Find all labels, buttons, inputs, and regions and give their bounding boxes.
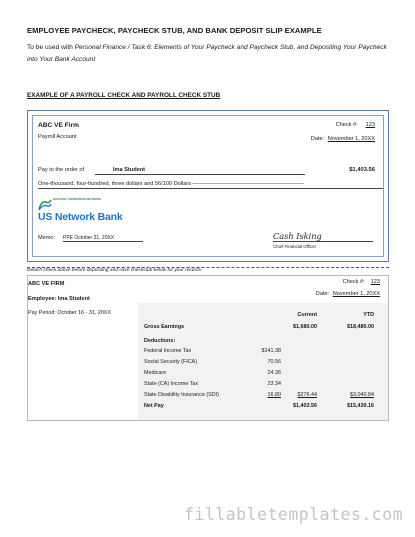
net-pay-current: $1,403.56 xyxy=(293,403,317,409)
check-inner-border xyxy=(32,115,384,257)
stub-firm-name: ABC VE FIRM xyxy=(28,281,65,287)
check-date-label: Date: xyxy=(310,136,325,142)
column-header-current: Current xyxy=(297,312,317,318)
deduction-label: Federal Income Tax xyxy=(144,348,192,354)
section-title: EXAMPLE OF A PAYROLL CHECK AND PAYROLL CHECK STUB xyxy=(27,92,221,99)
deduction-amount: $141.38 xyxy=(261,348,281,354)
amount-words-line xyxy=(38,188,383,189)
intro-prefix: To be used with xyxy=(27,44,75,51)
deduction-label: State (CA) Income Tax xyxy=(144,381,199,387)
payee-name: Ima Student xyxy=(113,167,146,173)
stub-pay-period: Pay Period: October 16 - 31, 20XX xyxy=(28,310,112,316)
gross-earnings-label: Gross Earnings xyxy=(144,324,185,330)
payroll-check xyxy=(27,110,389,262)
stub-date xyxy=(316,291,380,297)
stub-check-number xyxy=(343,279,380,285)
net-pay-label: Net Pay xyxy=(144,403,164,409)
deductions-label: Deductions: xyxy=(144,338,176,344)
stub-employee: Employee: Ima Student xyxy=(28,296,90,302)
signer-title: Chief Financial Officer xyxy=(273,244,317,249)
deduction-amount: 16.80 xyxy=(267,392,281,398)
stub-body xyxy=(28,276,388,420)
check-number-value: 123 xyxy=(365,122,375,128)
signature-line xyxy=(273,241,373,242)
deductions-total-ytd: $3,040.84 xyxy=(350,392,374,398)
stub-date-value: November 1, 20XX xyxy=(332,291,380,297)
deductions-total-current: $276.44 xyxy=(297,392,317,398)
pay-to-line xyxy=(95,174,305,175)
memo-value: PPE October 31, 20XX xyxy=(63,235,115,241)
check-date xyxy=(311,136,375,142)
intro-text xyxy=(27,42,397,66)
check-firm-name: ABC VE Firm xyxy=(38,122,80,129)
column-header-ytd: YTD xyxy=(363,312,374,318)
signature: Cash Isking xyxy=(273,231,322,241)
deduction-amount: 70.56 xyxy=(267,359,281,365)
deduction-label: State Disability Insurance (SDI) xyxy=(144,392,219,398)
deduction-label: Social Security (FICA) xyxy=(144,359,198,365)
check-number-label: Check #: xyxy=(335,122,358,128)
check-amount: $1,403.56 xyxy=(349,167,375,173)
gross-earnings-ytd: $18,480.00 xyxy=(347,324,374,330)
gross-earnings-current: $1,680.00 xyxy=(293,324,317,330)
stub-date-label: Date: xyxy=(315,291,330,297)
check-date-value: November 1, 20XX xyxy=(327,136,375,142)
stub-check-number-value: 123 xyxy=(370,279,380,285)
pay-to-label: Pay to the order of xyxy=(38,167,85,173)
bank-logo-text: NATIONAL ENTERPRISE NETWORK xyxy=(53,197,102,201)
deduction-amount: 24.36 xyxy=(267,370,281,376)
check-stub xyxy=(27,275,389,421)
check-account-name: Payroll Account xyxy=(38,134,77,140)
memo-label: Memo: xyxy=(38,235,56,241)
check-number xyxy=(336,122,375,128)
document-title: EMPLOYEE PAYCHECK, PAYCHECK STUB, AND BANK DEPOSIT SLIP EXAMPLE xyxy=(27,26,322,35)
intro-italic: Personal Finance / Task 6: Elements of Your Paycheck and Paycheck Stub, and Depositing Your Paycheck into Your Bank Account xyxy=(27,44,387,63)
stub-check-number-label: Check #: xyxy=(342,279,365,285)
deduction-amount: 23.34 xyxy=(267,381,281,387)
watermark: fillabletemplates.com xyxy=(184,505,404,524)
detach-instructions: Detach check above before depositing and save checkstub below for your records. xyxy=(27,268,203,273)
net-pay-ytd: $15,439.16 xyxy=(347,403,374,409)
deduction-label: Medicare xyxy=(144,370,167,376)
amount-in-words: One-thousand, four-hundred, three dollars and 56/100 Dollars ———————————————————--- xyxy=(38,181,305,187)
memo-line xyxy=(63,241,143,242)
bank-name: US Network Bank xyxy=(38,211,123,223)
